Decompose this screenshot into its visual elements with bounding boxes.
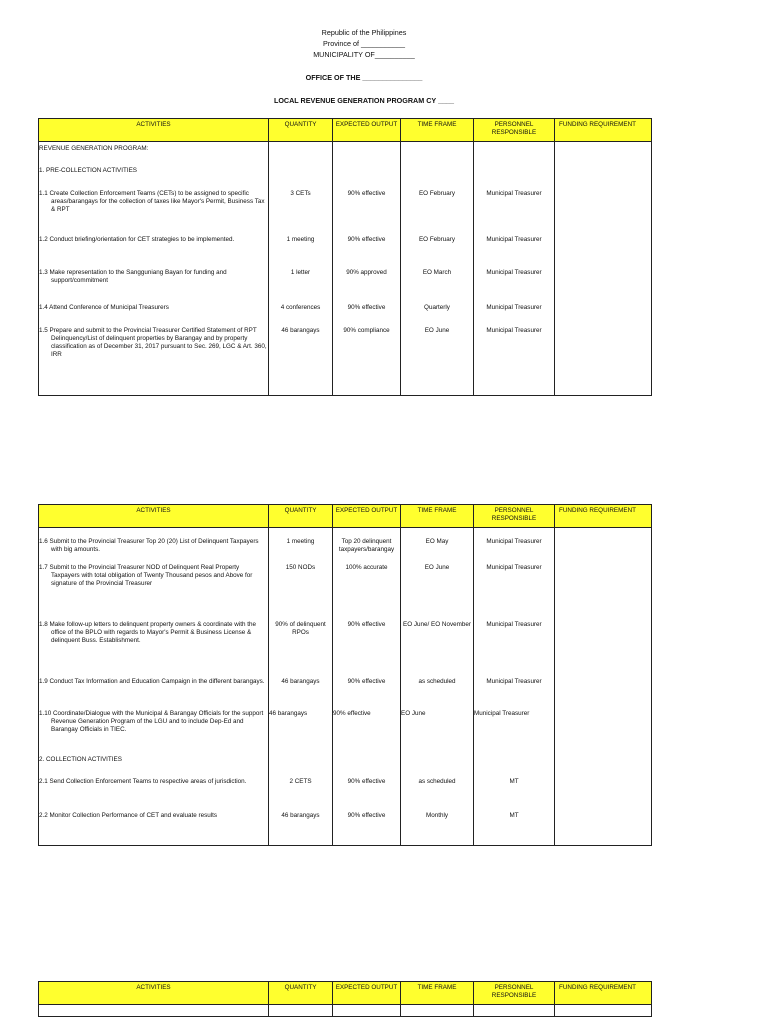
activity-text: 1.6 Submit to the Provincial Treasurer Top 20 (20) List of Delinquent Taxpayers with big amounts. bbox=[39, 538, 259, 554]
table-row bbox=[39, 678, 652, 710]
output-cell: 90% effective bbox=[333, 304, 401, 327]
activity-text: 1.10 Coordinate/Dialogue with the Municipal & Barangay Officials for the support Revenue Generation Program of the LGU and to include Dep-Ed and Barangay Officials in TIEC. bbox=[39, 709, 264, 733]
personnel-cell: Municipal Treasurer bbox=[474, 678, 555, 710]
table-row bbox=[39, 528, 652, 564]
col-quantity: QUANTITY bbox=[269, 982, 333, 1005]
output-cell: 100% accurate bbox=[333, 564, 401, 621]
program-title: LOCAL REVENUE GENERATION PROGRAM CY ____ bbox=[273, 96, 455, 105]
col-time-frame: TIME FRAME bbox=[401, 505, 474, 528]
activity-text: 1.9 Conduct Tax Information and Education Campaign in the different barangays. bbox=[39, 677, 265, 685]
personnel-cell: Municipal Treasurer bbox=[474, 564, 555, 621]
output-cell: 90% effective bbox=[333, 678, 401, 710]
time-cell: EO March bbox=[401, 269, 474, 304]
col-time-frame: TIME FRAME bbox=[401, 982, 474, 1005]
col-activities: ACTIVITIES bbox=[39, 982, 269, 1005]
republic-line: Republic of the Philippines bbox=[321, 28, 407, 37]
quantity-cell: 90% of delinquent RPOs bbox=[269, 621, 333, 678]
section-label: 2. COLLECTION ACTIVITIES bbox=[39, 756, 269, 778]
col-personnel: PERSONNEL RESPONSIBLE bbox=[474, 505, 555, 528]
funding-cell bbox=[555, 621, 652, 678]
funding-cell bbox=[555, 778, 652, 812]
output-cell: 90% effective bbox=[333, 710, 401, 756]
funding-cell bbox=[555, 710, 652, 756]
time-cell: EO February bbox=[401, 190, 474, 236]
quantity-cell: 46 barangays bbox=[269, 678, 333, 710]
output-cell: Top 20 delinquent taxpayers/barangay bbox=[333, 528, 401, 564]
activity-text: 1.2 Conduct briefing/orientation for CET strategies to be implemented. bbox=[39, 235, 235, 243]
table-row bbox=[39, 812, 652, 846]
time-cell: EO June bbox=[401, 710, 474, 756]
time-cell: EO May bbox=[401, 528, 474, 564]
quantity-cell: 1 meeting bbox=[269, 236, 333, 269]
table-row bbox=[39, 304, 652, 327]
activity-text: 1.1 Create Collection Enforcement Teams (CETs) to be assigned to specific areas/barangays for the collection of taxes like Mayor's Permit, Business Tax & RPT bbox=[39, 189, 265, 213]
col-funding: FUNDING REQUIREMENT bbox=[555, 982, 652, 1005]
funding-cell bbox=[555, 812, 652, 846]
table-row bbox=[39, 756, 652, 778]
activity-text: 1.4 Attend Conference of Municipal Treasurers bbox=[39, 303, 169, 311]
program-table-1 bbox=[38, 118, 652, 396]
col-time-frame: TIME FRAME bbox=[401, 119, 474, 142]
table-row bbox=[39, 1005, 652, 1017]
program-table-2 bbox=[38, 504, 652, 846]
output-cell: 90% compliance bbox=[333, 327, 401, 396]
table-row bbox=[39, 327, 652, 396]
funding-cell bbox=[555, 327, 652, 396]
time-cell: EO February bbox=[401, 236, 474, 269]
personnel-cell: Municipal Treasurer bbox=[474, 710, 555, 756]
time-cell: EO June/ EO November bbox=[401, 621, 474, 678]
output-cell: 90% effective bbox=[333, 621, 401, 678]
quantity-cell: 1 meeting bbox=[269, 528, 333, 564]
col-activities: ACTIVITIES bbox=[39, 505, 269, 528]
time-cell: Monthly bbox=[401, 812, 474, 846]
personnel-cell: MT bbox=[474, 812, 555, 846]
time-cell: Quarterly bbox=[401, 304, 474, 327]
activity-text: 1.5 Prepare and submit to the Provincial Treasurer Certified Statement of RPT Delinquency/List of delinquent properties by Barangay and by property classification as of December 31, 2017 pursuant to Sec. 269, LGC & Art. 360, IRR bbox=[39, 326, 267, 359]
col-funding: FUNDING REQUIREMENT bbox=[555, 505, 652, 528]
table-row bbox=[39, 236, 652, 269]
col-quantity: QUANTITY bbox=[269, 119, 333, 142]
quantity-cell: 4 conferences bbox=[269, 304, 333, 327]
activity-text: 2.1 Send Collection Enforcement Teams to respective areas of jurisdiction. bbox=[39, 777, 247, 785]
personnel-cell: Municipal Treasurer bbox=[474, 621, 555, 678]
table-row bbox=[39, 621, 652, 678]
quantity-cell: 3 CETs bbox=[269, 190, 333, 236]
quantity-cell: 46 barangays bbox=[269, 812, 333, 846]
quantity-cell: 1 letter bbox=[269, 269, 333, 304]
personnel-cell: Municipal Treasurer bbox=[474, 528, 555, 564]
funding-cell bbox=[555, 190, 652, 236]
activity-text: 1.3 Make representation to the Sangguniang Bayan for funding and support/commitment bbox=[39, 268, 227, 284]
output-cell: 90% effective bbox=[333, 190, 401, 236]
quantity-cell: 150 NODs bbox=[269, 564, 333, 621]
quantity-cell: 46 barangays bbox=[269, 710, 333, 756]
funding-cell bbox=[555, 236, 652, 269]
funding-cell bbox=[555, 528, 652, 564]
personnel-cell: Municipal Treasurer bbox=[474, 269, 555, 304]
col-quantity: QUANTITY bbox=[269, 505, 333, 528]
activity-text: 1.7 Submit to the Provincial Treasurer NOD of Delinquent Real Property Taxpayers with total obligation of Twenty Thousand pesos and Above for signature of the Provincial Treasurer bbox=[39, 563, 253, 587]
output-cell: 90% effective bbox=[333, 778, 401, 812]
output-cell: 90% effective bbox=[333, 812, 401, 846]
personnel-cell: MT bbox=[474, 778, 555, 812]
program-table-3 bbox=[38, 981, 652, 1017]
col-expected-output: EXPECTED OUTPUT bbox=[333, 982, 401, 1005]
col-funding: FUNDING REQUIREMENT bbox=[555, 119, 652, 142]
table-row bbox=[39, 142, 652, 156]
program-label: REVENUE GENERATION PROGRAM: bbox=[39, 142, 269, 156]
table-header-row bbox=[39, 119, 652, 142]
table-row bbox=[39, 156, 652, 190]
personnel-cell: Municipal Treasurer bbox=[474, 236, 555, 269]
table-row bbox=[39, 778, 652, 812]
output-cell: 90% effective bbox=[333, 236, 401, 269]
table-row bbox=[39, 190, 652, 236]
col-expected-output: EXPECTED OUTPUT bbox=[333, 119, 401, 142]
activity-text: 1.8 Make follow-up letters to delinquent property owners & coordinate with the office of the BPLO with regards to Mayor's Permit & Business License & delinquent Buss. Establishment. bbox=[39, 620, 257, 644]
activity-text: 2.2 Monitor Collection Performance of CET and evaluate results bbox=[39, 811, 218, 819]
time-cell: EO June bbox=[401, 564, 474, 621]
personnel-cell: Municipal Treasurer bbox=[474, 327, 555, 396]
quantity-cell: 46 barangays bbox=[269, 327, 333, 396]
table-header-row bbox=[39, 505, 652, 528]
personnel-cell: Municipal Treasurer bbox=[474, 304, 555, 327]
col-personnel: PERSONNEL RESPONSIBLE bbox=[474, 982, 555, 1005]
time-cell: EO June bbox=[401, 327, 474, 396]
table-row bbox=[39, 269, 652, 304]
col-expected-output: EXPECTED OUTPUT bbox=[333, 505, 401, 528]
office-line: OFFICE OF THE _______________ bbox=[305, 73, 423, 82]
personnel-cell: Municipal Treasurer bbox=[474, 190, 555, 236]
funding-cell bbox=[555, 269, 652, 304]
col-personnel: PERSONNEL RESPONSIBLE bbox=[474, 119, 555, 142]
funding-cell bbox=[555, 564, 652, 621]
time-cell: as scheduled bbox=[401, 678, 474, 710]
output-cell: 90% approved bbox=[333, 269, 401, 304]
time-cell: as scheduled bbox=[401, 778, 474, 812]
funding-cell bbox=[555, 304, 652, 327]
table-row bbox=[39, 564, 652, 621]
province-line: Province of ___________ bbox=[323, 39, 405, 48]
funding-cell bbox=[555, 678, 652, 710]
table-row bbox=[39, 710, 652, 756]
table-header-row bbox=[39, 982, 652, 1005]
section-label: 1. PRE-COLLECTION ACTIVITIES bbox=[39, 156, 269, 190]
quantity-cell: 2 CETS bbox=[269, 778, 333, 812]
municipality-line: MUNICIPALITY OF__________ bbox=[313, 50, 415, 59]
col-activities: ACTIVITIES bbox=[39, 119, 269, 142]
